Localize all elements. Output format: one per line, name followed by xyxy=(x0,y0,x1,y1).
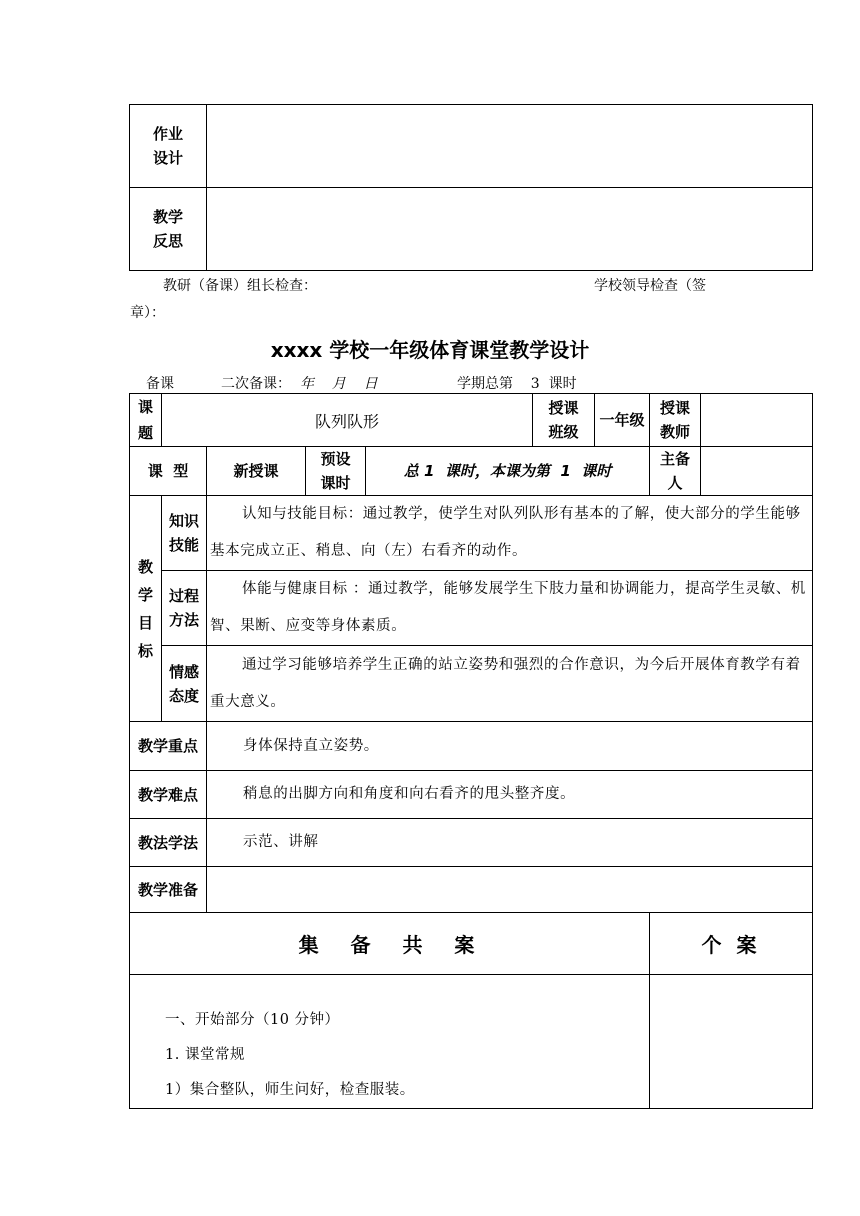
plan-line: 一、开始部分（10 分钟） xyxy=(165,1012,340,1028)
difficulty-label: 教学难点 xyxy=(130,771,207,819)
goal-label-cell xyxy=(162,496,207,571)
method-value: 示范、讲解 xyxy=(207,819,813,867)
topic-label-cell xyxy=(130,394,162,447)
preparer-label: 主备人 xyxy=(660,450,691,492)
planned-label: 预设课时 xyxy=(320,450,351,492)
prep-label-cell: 教学准备 xyxy=(130,867,207,913)
goal-knowledge-label: 知识技能 xyxy=(168,512,199,554)
planned-value: 总 1 课时，本课为第 1 课时 xyxy=(366,447,650,496)
second-prep-label: 二次备课： xyxy=(221,376,291,392)
preparer-value xyxy=(701,447,813,496)
goal-emotion-label: 情感态度 xyxy=(168,662,199,705)
shared-plan-header: 集 备 共 案 xyxy=(130,913,650,975)
plan-line: 1）集合整队，师生问好，检查服装。 xyxy=(165,1082,415,1098)
individual-plan-content xyxy=(650,975,813,1109)
date-placeholder: 年 月 日 xyxy=(300,376,378,392)
goal-knowledge-text-content: 认知与技能目标：通过教学，使学生对队列队形有基本的了解，使大部分的学生能够基本完成立正、稍息、向（左）右看齐的动作。 xyxy=(210,506,801,559)
homework-label: 作业设计 xyxy=(152,125,183,167)
type-label: 课 型 xyxy=(130,447,207,496)
class-label-cell xyxy=(533,394,595,447)
school-leader-check: 学校领导检查（签 xyxy=(594,278,706,294)
goal-knowledge-text xyxy=(207,496,813,571)
goals-label-cell xyxy=(130,496,162,722)
class-value: 一年级 xyxy=(595,394,650,447)
homework-label-cell xyxy=(130,105,207,188)
prep-value xyxy=(207,867,813,913)
planned-label-cell xyxy=(306,447,366,496)
lesson-design-table xyxy=(129,393,813,1109)
class-label: 授课班级 xyxy=(548,399,579,441)
difficulty-value: 稍息的出脚方向和角度和向右看齐的甩头整齐度。 xyxy=(207,771,813,819)
group-leader-check: 教研（备课）组长检查： xyxy=(163,278,317,294)
key-point-label: 教学重点 xyxy=(130,722,207,771)
reflection-label-cell xyxy=(130,188,207,271)
homework-reflection-table xyxy=(129,104,813,271)
reflection-value xyxy=(207,188,813,271)
term-total: 学期总第 3 课时 xyxy=(457,376,577,392)
goals-label: 教学目标 xyxy=(137,557,153,660)
method-label: 教法学法 xyxy=(130,819,207,867)
type-value: 新授课 xyxy=(207,447,306,496)
goal-process-text xyxy=(207,571,813,646)
preparer-label-cell xyxy=(650,447,701,496)
shared-plan-content xyxy=(130,975,650,1109)
goal-process-text-content: 体能与健康目标 ：通过教学，能够发展学生下肢力量和协调能力，提高学生灵敏、机智、果断、应变等身体素质。 xyxy=(210,581,806,634)
teacher-value xyxy=(701,394,813,447)
school-leader-check-cont: 章）： xyxy=(130,305,165,321)
goal-emotion-text xyxy=(207,646,813,722)
teacher-label-cell xyxy=(650,394,701,447)
individual-plan-header: 个 案 xyxy=(650,913,813,975)
topic-label: 课题 xyxy=(137,398,153,442)
goal-label-cell xyxy=(162,571,207,646)
page-title: xxxx 学校一年级体育课堂教学设计 xyxy=(270,338,590,362)
goal-emotion-text-content: 通过学习能够培养学生正确的站立姿势和强烈的合作意识，为今后开展体育教学有着重大意义。 xyxy=(210,656,801,710)
topic-value: 队列队形 xyxy=(162,394,533,447)
key-point-value: 身体保持直立姿势。 xyxy=(207,722,813,771)
homework-value xyxy=(207,105,813,188)
goal-process-label: 过程方法 xyxy=(168,587,199,629)
teacher-label: 授课教师 xyxy=(660,399,691,441)
plan-line: 1. 课堂常规 xyxy=(165,1047,245,1063)
goal-label-cell xyxy=(162,646,207,722)
reflection-label: 教学反思 xyxy=(152,208,183,250)
prep-label: 备课 xyxy=(146,376,174,392)
